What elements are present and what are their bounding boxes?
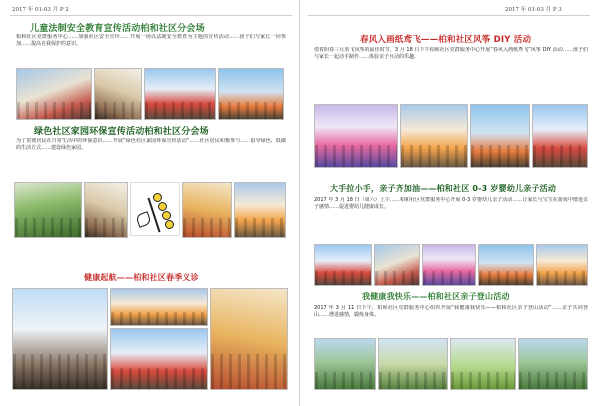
section-title-safety: 儿童法制安全教育宣传活动柏和社区分会场 xyxy=(30,24,205,34)
photo-safety-4 xyxy=(218,68,284,120)
section-text-kite: 借着阳春三月放飞风筝的最佳时节，3 月 18 日下午柏和社区党群服务中心开展“春风入画纸鸢飞”风筝 DIY 活动……孩子们与家长一起动手制作……体验亲子互动的乐趣。 xyxy=(314,47,588,60)
fruit-icon xyxy=(153,193,162,202)
fruit-icon xyxy=(165,220,174,229)
photo-safety-1 xyxy=(16,68,92,120)
photo-baby-1 xyxy=(314,244,372,286)
photo-kite-2 xyxy=(400,104,468,168)
photo-safety-2 xyxy=(94,68,142,120)
photo-hiking-4 xyxy=(518,338,588,390)
section-title-baby: 大手拉小手，亲子齐加油——柏和社区 0-3 岁婴幼儿亲子活动 xyxy=(330,184,557,193)
left-page-date: 2017 年 01-03 月 P 2 xyxy=(12,7,69,13)
photo-safety-3 xyxy=(144,68,216,120)
photo-green-4 xyxy=(234,182,286,238)
photo-hiking-2 xyxy=(378,338,448,390)
section-text-baby: 2017 年 3 月 18 日（周六）上午……柏和社区党群服务中心开展 0-3 岁婴幼儿亲子活动……让家长与宝宝在游戏中增进亲子感情……促进婴幼儿健康成长。 xyxy=(314,197,588,210)
photo-green-poster xyxy=(130,182,180,236)
photo-green-1 xyxy=(14,182,82,238)
photo-kite-3 xyxy=(470,104,530,168)
photo-clinic-4 xyxy=(210,288,288,390)
section-title-kite: 春风入画纸鸢飞——柏和社区风筝 DIY 活动 xyxy=(360,35,532,45)
photo-green-3 xyxy=(182,182,232,238)
fruit-icon xyxy=(158,202,167,211)
photo-baby-5 xyxy=(536,244,588,286)
leaf-icon xyxy=(135,211,152,228)
photo-clinic-2 xyxy=(110,288,208,326)
photo-baby-3 xyxy=(422,244,476,286)
section-text-safety: 柏和社区党群服务中心……加强社区安全宣传……开展一场以法制安全教育为主题的宣传活动……孩子们与家长一同参加……提高自我保护的意识。 xyxy=(16,34,286,47)
photo-kite-4 xyxy=(532,104,588,168)
section-title-clinic: 健康起航——柏和社区春季义诊 xyxy=(84,273,199,282)
photo-kite-1 xyxy=(314,104,398,168)
photo-clinic-1 xyxy=(12,288,108,390)
section-text-hiking: 2017 年 3 月 11 日下午，柏和社区党群服务中心组织开展“我健康我快乐——柏和社区亲子登山活动”……亲子共同登山……增进感情，锻炼身体。 xyxy=(314,305,588,318)
photo-baby-4 xyxy=(478,244,534,286)
photo-green-2 xyxy=(84,182,128,238)
section-title-hiking: 我健康我快乐——柏和社区亲子登山活动 xyxy=(362,292,510,301)
photo-clinic-3 xyxy=(110,328,208,390)
right-page-date: 2017 年 01-03 月 P 3 xyxy=(505,7,562,13)
photo-hiking-1 xyxy=(314,338,376,390)
right-page xyxy=(300,0,600,406)
fruit-icon xyxy=(162,211,171,220)
section-title-green: 绿色社区家园环保宣传活动柏和社区分会场 xyxy=(34,127,209,137)
right-header-rule xyxy=(308,15,590,16)
left-header-rule xyxy=(10,15,292,16)
photo-hiking-3 xyxy=(450,338,516,390)
section-text-green: 为了贯彻居民在日常生活中的环保意识……开展“绿色社区家园环保宣传活动”……社区居民积极参与……倡导绿色、低碳的生活方式……建设绿色家园。 xyxy=(16,138,286,151)
photo-baby-2 xyxy=(374,244,420,286)
